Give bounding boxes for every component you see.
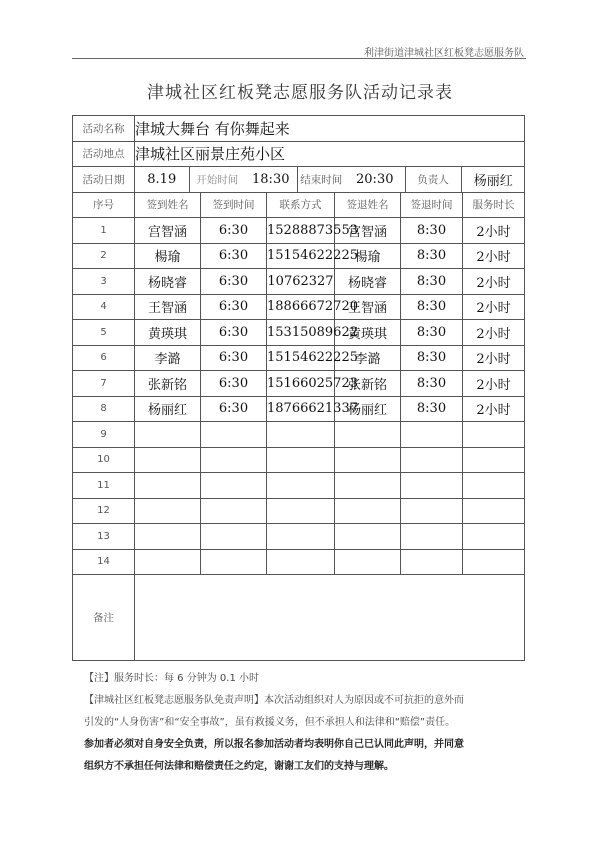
signin-time bbox=[201, 473, 267, 499]
service-duration: 2小时 bbox=[463, 243, 525, 269]
table-row bbox=[73, 396, 525, 422]
disclaimer-line-2: 引发的“人身伤害”和“安全事故”，虽有救援义务，但不承担人和法律和“赔偿”责任。 bbox=[84, 717, 456, 728]
activity-date-value: 8.19 bbox=[135, 167, 189, 192]
signout-time: 8:30 bbox=[401, 243, 463, 269]
phone-number bbox=[267, 447, 335, 473]
activity-name-value: 津城大舞台 有你舞起来 bbox=[135, 116, 525, 142]
service-duration: 2小时 bbox=[463, 396, 525, 422]
table-row bbox=[73, 422, 525, 448]
activity-date-label: 活动日期 bbox=[73, 167, 135, 193]
table-row bbox=[73, 243, 525, 269]
signin-name: 李潞 bbox=[135, 345, 201, 371]
org-header: 利津街道津城社区红板凳志愿服务队 bbox=[364, 48, 524, 59]
disclaimer-line-1: 【津城社区红板凳志愿服务队免责声明】本次活动组织对人为原因或不可抗拒的意外而 bbox=[84, 695, 464, 706]
signin-name: 张新铭 bbox=[135, 371, 201, 397]
col-header-signout-name: 签退姓名 bbox=[335, 192, 401, 218]
signout-name: 杨丽红 bbox=[335, 396, 401, 422]
header-rule bbox=[72, 58, 526, 59]
leader-label: 负责人 bbox=[405, 167, 461, 192]
signout-name: 张新铭 bbox=[335, 371, 401, 397]
row-number: 7 bbox=[73, 371, 135, 397]
remarks-value bbox=[135, 575, 525, 661]
table-row bbox=[73, 371, 525, 397]
phone-number bbox=[267, 422, 335, 448]
signout-name bbox=[335, 524, 401, 550]
form-title: 津城社区红板凳志愿服务队活动记录表 bbox=[147, 83, 453, 103]
table-row bbox=[73, 320, 525, 346]
row-number: 1 bbox=[73, 218, 135, 244]
service-duration bbox=[463, 549, 525, 575]
signin-name bbox=[135, 498, 201, 524]
signin-name bbox=[135, 524, 201, 550]
row-number: 8 bbox=[73, 396, 135, 422]
leader-value: 杨丽红 bbox=[473, 173, 513, 189]
signin-time bbox=[201, 498, 267, 524]
signout-name bbox=[335, 447, 401, 473]
table-row bbox=[73, 524, 525, 550]
end-time-value: 20:30 bbox=[345, 167, 405, 192]
row-number: 10 bbox=[73, 447, 135, 473]
signin-name bbox=[135, 447, 201, 473]
signin-name: 杨丽红 bbox=[135, 396, 201, 422]
signout-name bbox=[335, 498, 401, 524]
duration-note: 【注】服务时长：每 6 分钟为 0.1 小时 bbox=[84, 673, 259, 684]
signin-name: 宫智涵 bbox=[135, 218, 201, 244]
signin-time bbox=[201, 447, 267, 473]
signout-time bbox=[401, 422, 463, 448]
disclaimer-line-3: 参加者必须对自身安全负责，所以报名参加活动者均表明你自己已认同此声明，并同意 bbox=[84, 739, 464, 750]
service-duration: 2小时 bbox=[463, 345, 525, 371]
phone-number: 15166025723 bbox=[267, 371, 335, 397]
signout-name: 楊瑜 bbox=[335, 243, 401, 269]
service-duration: 2小时 bbox=[463, 294, 525, 320]
signout-time: 8:30 bbox=[401, 320, 463, 346]
table-row bbox=[73, 549, 525, 575]
phone-number: 15154622225 bbox=[267, 345, 335, 371]
table-row bbox=[73, 294, 525, 320]
signout-name: 黄瑛琪 bbox=[335, 320, 401, 346]
activity-place-value: 津城社区丽景庄苑小区 bbox=[135, 141, 525, 167]
signin-name: 王智涵 bbox=[135, 294, 201, 320]
col-header-signin-name: 签到姓名 bbox=[135, 192, 201, 218]
end-time-label: 结束时间 bbox=[300, 173, 343, 186]
signin-time: 6:30 bbox=[201, 371, 267, 397]
phone-number: 15288873553 bbox=[267, 218, 335, 244]
signin-time: 6:30 bbox=[201, 218, 267, 244]
signout-time: 8:30 bbox=[401, 345, 463, 371]
notes-section bbox=[84, 668, 524, 778]
disclaimer-line-4: 组织方不承担任何法律和赔偿责任之约定，谢谢工友们的支持与理解。 bbox=[84, 761, 394, 772]
phone-number bbox=[267, 524, 335, 550]
col-header-no: 序号 bbox=[73, 192, 135, 218]
signout-time bbox=[401, 498, 463, 524]
row-number: 11 bbox=[73, 473, 135, 499]
signin-time: 6:30 bbox=[201, 269, 267, 295]
service-duration: 2小时 bbox=[463, 371, 525, 397]
row-number: 9 bbox=[73, 422, 135, 448]
signin-time bbox=[201, 422, 267, 448]
phone-number: 15315089622 bbox=[267, 320, 335, 346]
row-number: 12 bbox=[73, 498, 135, 524]
start-time-value: 18:30 bbox=[245, 167, 297, 192]
col-header-signout-time: 签退时间 bbox=[401, 192, 463, 218]
table-row bbox=[73, 473, 525, 499]
phone-number: 18866672720 bbox=[267, 294, 335, 320]
signin-time: 6:30 bbox=[201, 345, 267, 371]
phone-number bbox=[267, 473, 335, 499]
signout-time: 8:30 bbox=[401, 396, 463, 422]
col-header-phone: 联系方式 bbox=[267, 192, 335, 218]
signout-name: 杨晓睿 bbox=[335, 269, 401, 295]
row-number: 5 bbox=[73, 320, 135, 346]
phone-number: 10762327 bbox=[267, 269, 335, 295]
signout-name bbox=[335, 549, 401, 575]
service-duration: 2小时 bbox=[463, 218, 525, 244]
table-row bbox=[73, 498, 525, 524]
signout-time bbox=[401, 473, 463, 499]
table-row bbox=[73, 345, 525, 371]
signout-time: 8:30 bbox=[401, 371, 463, 397]
signin-name bbox=[135, 422, 201, 448]
col-header-signin-time: 签到时间 bbox=[201, 192, 267, 218]
phone-number bbox=[267, 498, 335, 524]
signin-time: 6:30 bbox=[201, 396, 267, 422]
col-header-duration: 服务时长 bbox=[463, 192, 525, 218]
table-row bbox=[73, 218, 525, 244]
row-number: 14 bbox=[73, 549, 135, 575]
activity-name-row bbox=[73, 116, 525, 142]
service-duration bbox=[463, 498, 525, 524]
start-time-label: 开始时间 bbox=[196, 173, 239, 186]
row-number: 2 bbox=[73, 243, 135, 269]
phone-number bbox=[267, 549, 335, 575]
remarks-label: 备注 bbox=[73, 575, 135, 661]
activity-time-row bbox=[73, 167, 525, 193]
signout-time: 8:30 bbox=[401, 218, 463, 244]
row-number: 13 bbox=[73, 524, 135, 550]
signout-time: 8:30 bbox=[401, 269, 463, 295]
column-header-row bbox=[73, 192, 525, 218]
signin-name bbox=[135, 549, 201, 575]
signout-time bbox=[401, 549, 463, 575]
service-duration: 2小时 bbox=[463, 320, 525, 346]
service-duration: 2小时 bbox=[463, 269, 525, 295]
activity-place-label: 活动地点 bbox=[73, 141, 135, 167]
activity-place-row bbox=[73, 141, 525, 167]
signin-time bbox=[201, 524, 267, 550]
activity-record-table bbox=[72, 115, 525, 661]
signout-time bbox=[401, 447, 463, 473]
remarks-row bbox=[73, 575, 525, 661]
table-row bbox=[73, 447, 525, 473]
signin-time: 6:30 bbox=[201, 294, 267, 320]
service-duration bbox=[463, 524, 525, 550]
phone-number: 15154622225 bbox=[267, 243, 335, 269]
phone-number: 18766621337 bbox=[267, 396, 335, 422]
signout-time: 8:30 bbox=[401, 294, 463, 320]
signin-name: 黄瑛琪 bbox=[135, 320, 201, 346]
row-number: 6 bbox=[73, 345, 135, 371]
signin-time: 6:30 bbox=[201, 320, 267, 346]
signout-name bbox=[335, 422, 401, 448]
signin-time: 6:30 bbox=[201, 243, 267, 269]
activity-name-label: 活动名称 bbox=[73, 116, 135, 142]
signin-name: 杨晓睿 bbox=[135, 269, 201, 295]
signout-name: 李潞 bbox=[335, 345, 401, 371]
service-duration bbox=[463, 422, 525, 448]
signin-time bbox=[201, 549, 267, 575]
signout-name bbox=[335, 473, 401, 499]
signout-time bbox=[401, 524, 463, 550]
service-duration bbox=[463, 473, 525, 499]
row-number: 3 bbox=[73, 269, 135, 295]
row-number: 4 bbox=[73, 294, 135, 320]
signout-name: 王智涵 bbox=[335, 294, 401, 320]
signin-name bbox=[135, 473, 201, 499]
signin-name: 楊瑜 bbox=[135, 243, 201, 269]
table-row bbox=[73, 269, 525, 295]
service-duration bbox=[463, 447, 525, 473]
signout-name: 宫智涵 bbox=[335, 218, 401, 244]
